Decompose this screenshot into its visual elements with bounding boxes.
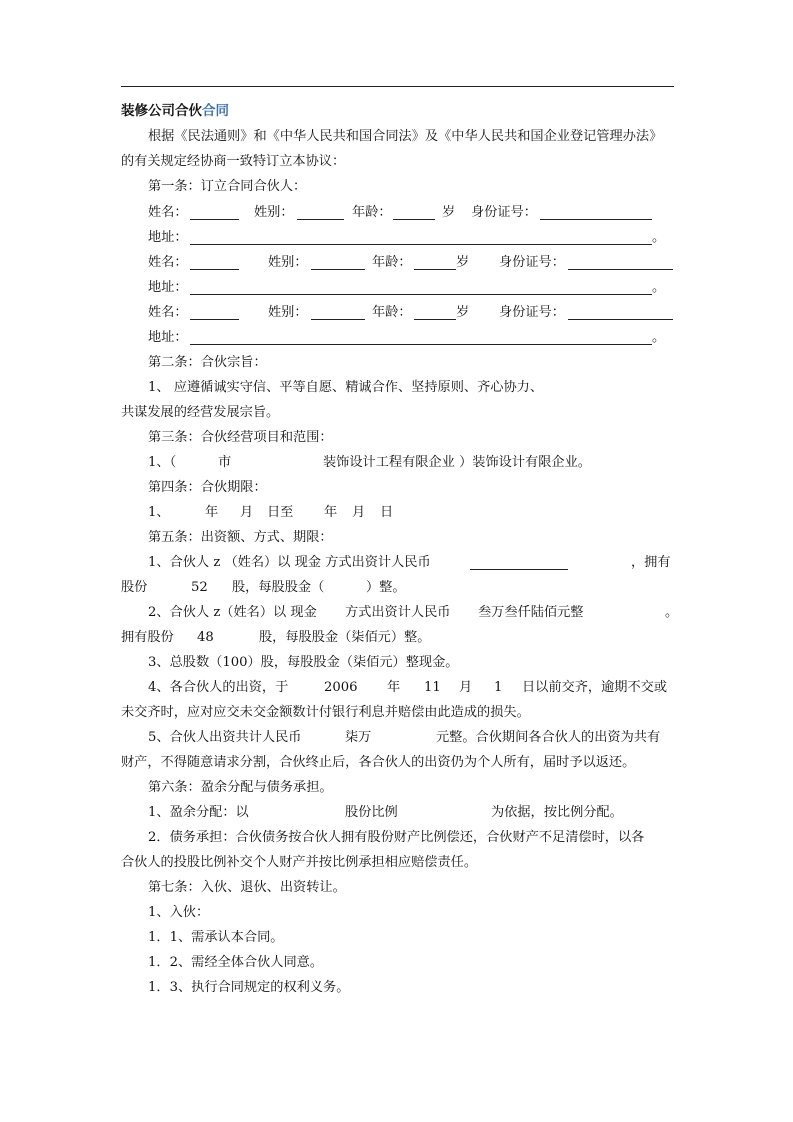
start-year-label: 年 — [205, 505, 219, 520]
preamble-line-2: 的有关规定经协商一致特订立本协议： — [121, 154, 346, 169]
gender-field[interactable] — [297, 219, 344, 220]
article-1-heading: 第一条：订立合同合伙人： — [148, 179, 307, 194]
p2-share-price: 股，每股股金（柒佰元）整。 — [259, 630, 431, 645]
address-field[interactable] — [190, 344, 652, 345]
gender-field[interactable] — [311, 269, 365, 270]
article-3-heading: 第三条：合伙经营项目和范围： — [148, 430, 333, 445]
article-5-para-3: 3、总股数（100）股，每股股金（柒佰元）整现金。 — [148, 655, 459, 670]
article-5-heading: 第五条：出资额、方式、期限： — [148, 530, 333, 545]
age-field[interactable] — [414, 269, 456, 270]
preamble-line-1: 根据《民法通则》和《中华人民共和国合同法》及《中华人民共和国企业登记管理办法》 — [148, 129, 663, 144]
p4-month-label: 月 — [459, 680, 473, 695]
gender-label: 姓别： — [268, 305, 308, 320]
p1-shares-label: 股份 — [121, 580, 148, 595]
p1-amount-field[interactable] — [470, 569, 568, 570]
p1-end: ）整。 — [366, 580, 406, 595]
p2-text-2: 方式出资计人民币 — [345, 605, 451, 620]
p2-shares-label: 拥有股份 — [121, 630, 174, 645]
p2-shares-value: 48 — [197, 630, 214, 645]
article-2-line-1: 1、 应遵循诚实守信、平等自愿、精诚合作、坚持原则、齐心协力、 — [148, 380, 544, 395]
age-label: 年龄： — [372, 255, 412, 270]
article-3-item-prefix: 1、（ — [148, 455, 177, 470]
p4-month: 11 — [424, 680, 441, 695]
title-highlight: 合同 — [202, 103, 229, 119]
title-main: 装修公司合伙 — [121, 103, 202, 119]
document-title — [121, 103, 229, 119]
age-unit: 岁 — [456, 255, 470, 270]
address-field[interactable] — [190, 294, 652, 295]
name-label: 姓名： — [148, 305, 188, 320]
gender-label: 姓别： — [254, 205, 294, 220]
article-7-sub: 1、入伙： — [148, 905, 210, 920]
start-month-label: 月 — [240, 505, 254, 520]
article-6-heading: 第六条：盈余分配与债务承担。 — [148, 780, 333, 795]
end-year-label: 年 — [324, 505, 338, 520]
address-period: 。 — [652, 230, 666, 245]
p6-1-end: 为依据，按比例分配。 — [491, 805, 623, 820]
article-7-heading: 第七条：入伙、退伙、出资转让。 — [148, 880, 346, 895]
p4-text: 4、各合伙人的出资，于 — [148, 680, 289, 695]
list-item: 1．1、需承认本合同。 — [148, 930, 284, 945]
p4-text-end: 日以前交齐，逾期不交或 — [522, 680, 668, 695]
p4-day: 1 — [494, 680, 503, 695]
age-label: 年龄： — [352, 205, 392, 220]
address-field[interactable] — [190, 244, 652, 245]
header-rule — [121, 86, 674, 87]
id-label: 身份证号： — [471, 205, 537, 220]
name-field[interactable] — [190, 219, 239, 220]
p4-year: 2006 — [324, 680, 358, 695]
p1-share-price-label: 股，每股股金（ — [232, 580, 325, 595]
address-label: 地址： — [148, 280, 188, 295]
name-label: 姓名： — [148, 255, 188, 270]
article-2-line-2: 共谋发展的经营发展宗旨。 — [121, 405, 280, 420]
gender-label: 姓别： — [268, 255, 308, 270]
name-field[interactable] — [190, 319, 239, 320]
id-label: 身份证号： — [499, 255, 565, 270]
article-4-heading: 第四条：合伙期限： — [148, 480, 267, 495]
age-unit: 岁 — [456, 305, 470, 320]
p5-text-2: 元整。合伙期间各合伙人的出资为共有 — [436, 730, 661, 745]
address-label: 地址： — [148, 330, 188, 345]
name-label: 姓名： — [148, 205, 188, 220]
age-label: 年龄： — [372, 305, 412, 320]
article-4-num: 1、 — [148, 505, 170, 520]
p1-text: 1、合伙人 z （姓名）以 现金 方式出资计人民币 — [148, 555, 431, 570]
article-2-heading: 第二条：合伙宗旨： — [148, 355, 267, 370]
p2-text: 2、合伙人 z（姓名）以 现金 — [148, 605, 317, 620]
p5-amount: 柒万 — [345, 730, 372, 745]
p5-text: 5、合伙人出资共计人民币 — [148, 730, 302, 745]
article-6-para-2-line-2: 合伙人的投股比例补交个人财产并按比例承担相应赔偿责任。 — [121, 855, 478, 870]
age-unit: 岁 — [442, 205, 456, 220]
address-label: 地址： — [148, 230, 188, 245]
id-number-field[interactable] — [568, 319, 673, 320]
list-item: 1．3、执行合同规定的权利义务。 — [148, 980, 350, 995]
article-3-item-text: 装饰设计工程有限企业 ）装饰设计有限企业。 — [323, 455, 591, 470]
gender-field[interactable] — [311, 319, 365, 320]
p5-line-2: 财产，不得随意请求分割，合伙终止后，各合伙人的出资仍为个人所有，届时予以返还。 — [121, 755, 636, 770]
p4-line-2: 未交齐时，应对应交未交金额数计付银行利息并赔偿由此造成的损失。 — [121, 705, 530, 720]
p1-text-own: ，拥有 — [631, 555, 671, 570]
id-number-field[interactable] — [540, 219, 652, 220]
p1-shares-value: 52 — [191, 580, 208, 595]
address-period: 。 — [652, 330, 666, 345]
age-field[interactable] — [414, 319, 456, 320]
article-3-item-city: 市 — [218, 455, 232, 470]
end-day-label: 日 — [380, 505, 394, 520]
address-period: 。 — [652, 280, 666, 295]
p2-amount: 叁万叁仟陆佰元整 — [478, 605, 584, 620]
article-6-para-2-line-1: 2．债务承担：合伙债务按合伙人拥有股份财产比例偿还，合伙财产不足清偿时，以各 — [148, 830, 645, 845]
p6-1-basis: 股份比例 — [345, 805, 398, 820]
end-month-label: 月 — [352, 505, 366, 520]
list-item: 1．2、需经全体合伙人同意。 — [148, 955, 324, 970]
name-field[interactable] — [190, 269, 239, 270]
id-number-field[interactable] — [568, 269, 673, 270]
age-field[interactable] — [393, 219, 435, 220]
p4-year-label: 年 — [387, 680, 401, 695]
start-day-label: 日至 — [267, 505, 294, 520]
id-label: 身份证号： — [499, 305, 565, 320]
p6-1-text: 1、盈余分配：以 — [148, 805, 249, 820]
p2-period: 。 — [665, 605, 679, 620]
